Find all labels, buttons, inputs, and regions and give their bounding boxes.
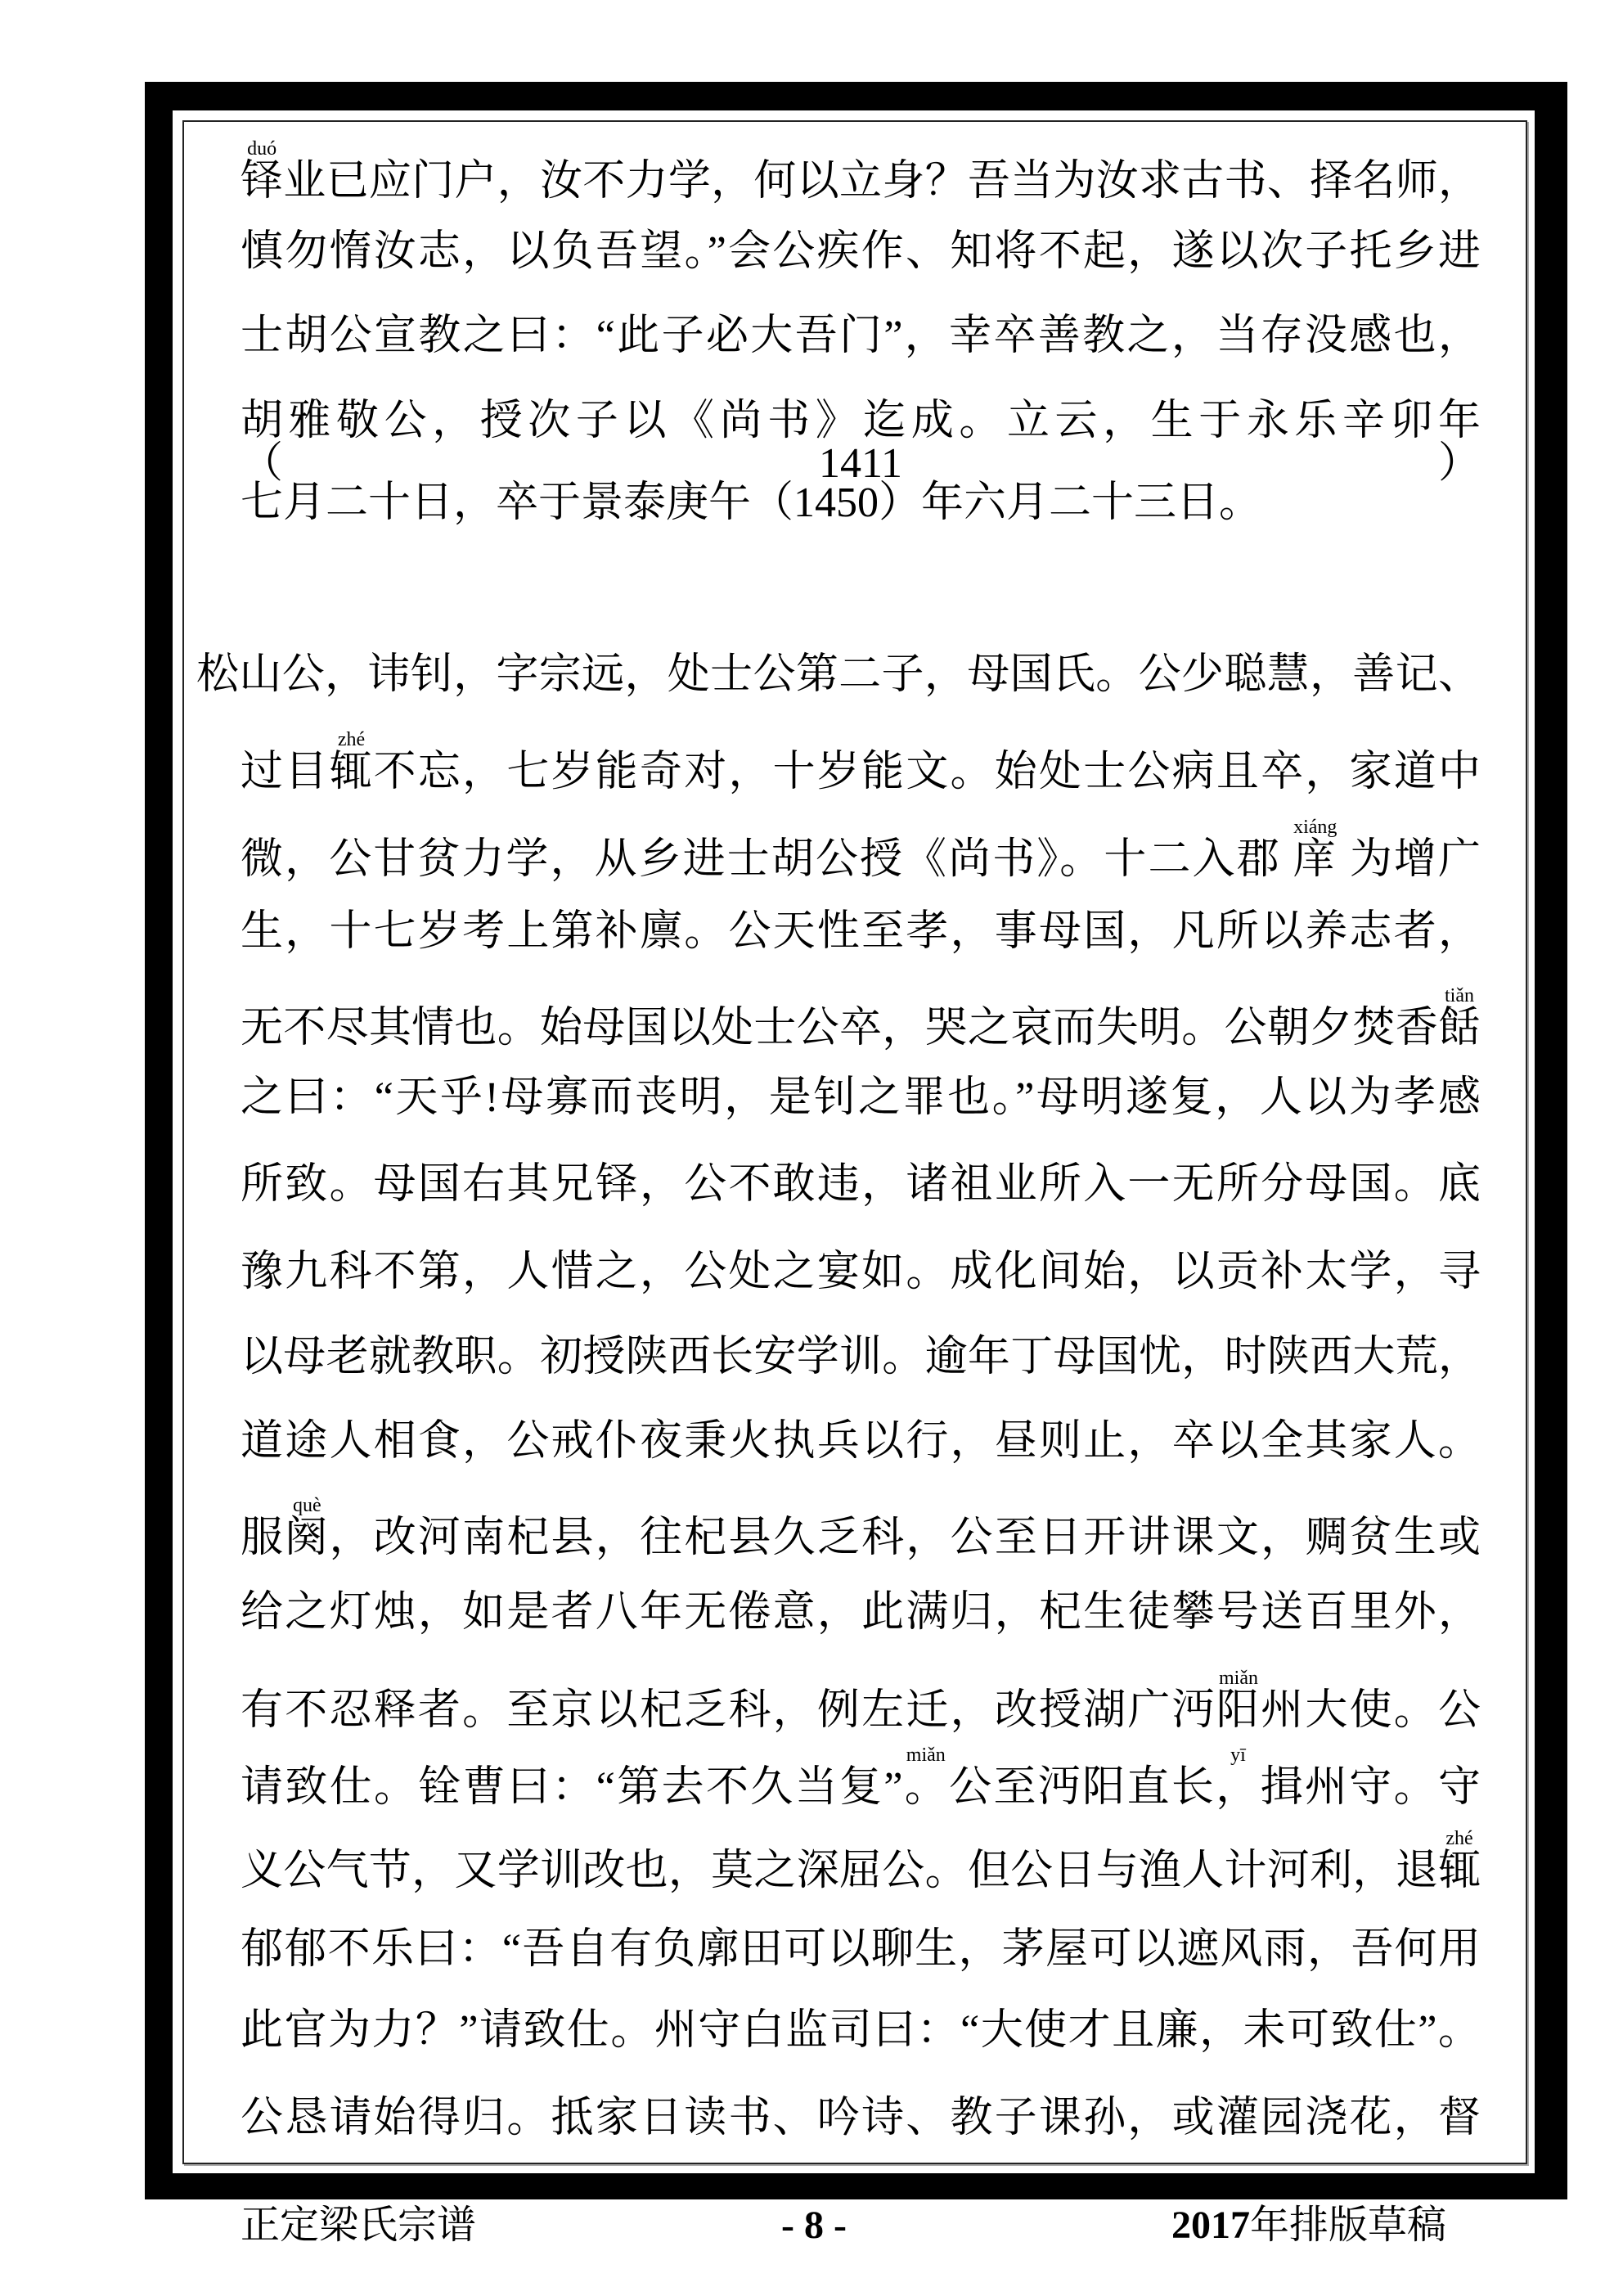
text-line: 所致。母国右其兄铎，公不敢违，诸祖业所入一无所分母国。底 [241,1161,1481,1208]
text-line: 七月二十日，卒于景泰庚午（1450）年六月二十三日。 [241,479,1262,526]
text-line: 郁郁不乐曰：“吾自有负廓田可以聊生，茅屋可以遮风雨，吾何用 [241,1926,1481,1973]
text-line: 生，十七岁考上第补廪。公天性至孝，事母国，凡所以养志者， [241,908,1481,955]
text-line: 松山公，讳钊，字宗远，处士公第二子，母国氏。公少聪慧，善记、 [196,651,1481,698]
text-line: 义公气节，又学训改也，莫之深屈公。但公日与渔人计河利，退辄 [241,1848,1481,1894]
pinyin-annotation: què [293,1495,321,1516]
text-line: 之曰：“天乎!母寡而丧明，是钊之罪也。”母明遂复，人以为孝感 [241,1074,1481,1121]
text-line: 道途人相食，公戒仆夜秉火执兵以行，昼则止，卒以全其家人。 [241,1418,1481,1465]
text-line: 铎业已应门户，汝不力学，何以立身？吾当为汝求古书、择名师， [241,158,1481,205]
page-number: - 8 - [781,2204,847,2247]
footer-year: 2017 [1171,2204,1250,2247]
text-line: 胡雅敬公，授次子以《尚书》迄成。立云，生于永乐辛卯年（1411） [241,398,1481,487]
pinyin-annotation: zhé [337,729,366,750]
text-line: 有不忍释者。至京以杞乏科，例左迁，改授湖广沔阳州大使。公 [241,1687,1481,1734]
pinyin-annotation: tiǎn [1444,985,1474,1006]
pinyin-annotation: xiáng [1293,817,1338,838]
text-line: 豫九科不第，人惜之，公处之宴如。成化间始，以贡补太学，寻 [241,1249,1481,1295]
pinyin-annotation: yī [1230,1745,1246,1766]
text-line: 公恳请始得归。抵家日读书、吟诗、教子课孙，或灌园浇花，督 [241,2095,1481,2141]
pinyin-annotation: zhé [1445,1828,1473,1849]
footer-draft-note [1171,2201,1446,2250]
text-line: 慎勿惰汝志，以负吾望。”会公疾作、知将不起，遂以次子托乡进 [241,228,1481,275]
footer-title: 正定梁氏宗谱 [241,2204,477,2247]
text-line: 请致仕。铨曹曰：“第去不久当复”。公至沔阳直长，揖州守。守 [241,1764,1481,1811]
pinyin-annotation: miǎn [1218,1668,1258,1689]
text-line: 过目辄不忘，七岁能奇对，十岁能文。始处士公病且卒，家道中 [241,749,1481,795]
pinyin-annotation: miǎn [906,1745,946,1766]
text-line: 此官为力？”请致仕。州守白监司曰：“大使才且廉，未可致仕”。 [241,2007,1481,2054]
text-line: 以母老就教职。初授陕西长安学训。逾年丁母国忧，时陕西大荒， [241,1334,1481,1380]
footer-draft-label: 年排版草稿 [1250,2204,1447,2247]
text-line: 服阕，改河南杞县，往杞县久乏科，公至日开讲课文，赒贫生或 [241,1515,1481,1561]
text-line: 士胡公宣教之曰：“此子必大吾门”，幸卒善教之，当存没感也， [241,313,1481,359]
text-line: 微，公甘贫力学，从乡进士胡公授《尚书》。十二入郡 庠 为增广 [241,836,1481,883]
text-line: 给之灯烛，如是者八年无倦意，此满归，杞生徒攀号送百里外， [241,1589,1481,1636]
text-line: 无不尽其情也。始母国以处士公卒，哭之哀而失明。公朝夕焚香餂 [241,1005,1481,1051]
pinyin-annotation: duó [247,138,277,160]
